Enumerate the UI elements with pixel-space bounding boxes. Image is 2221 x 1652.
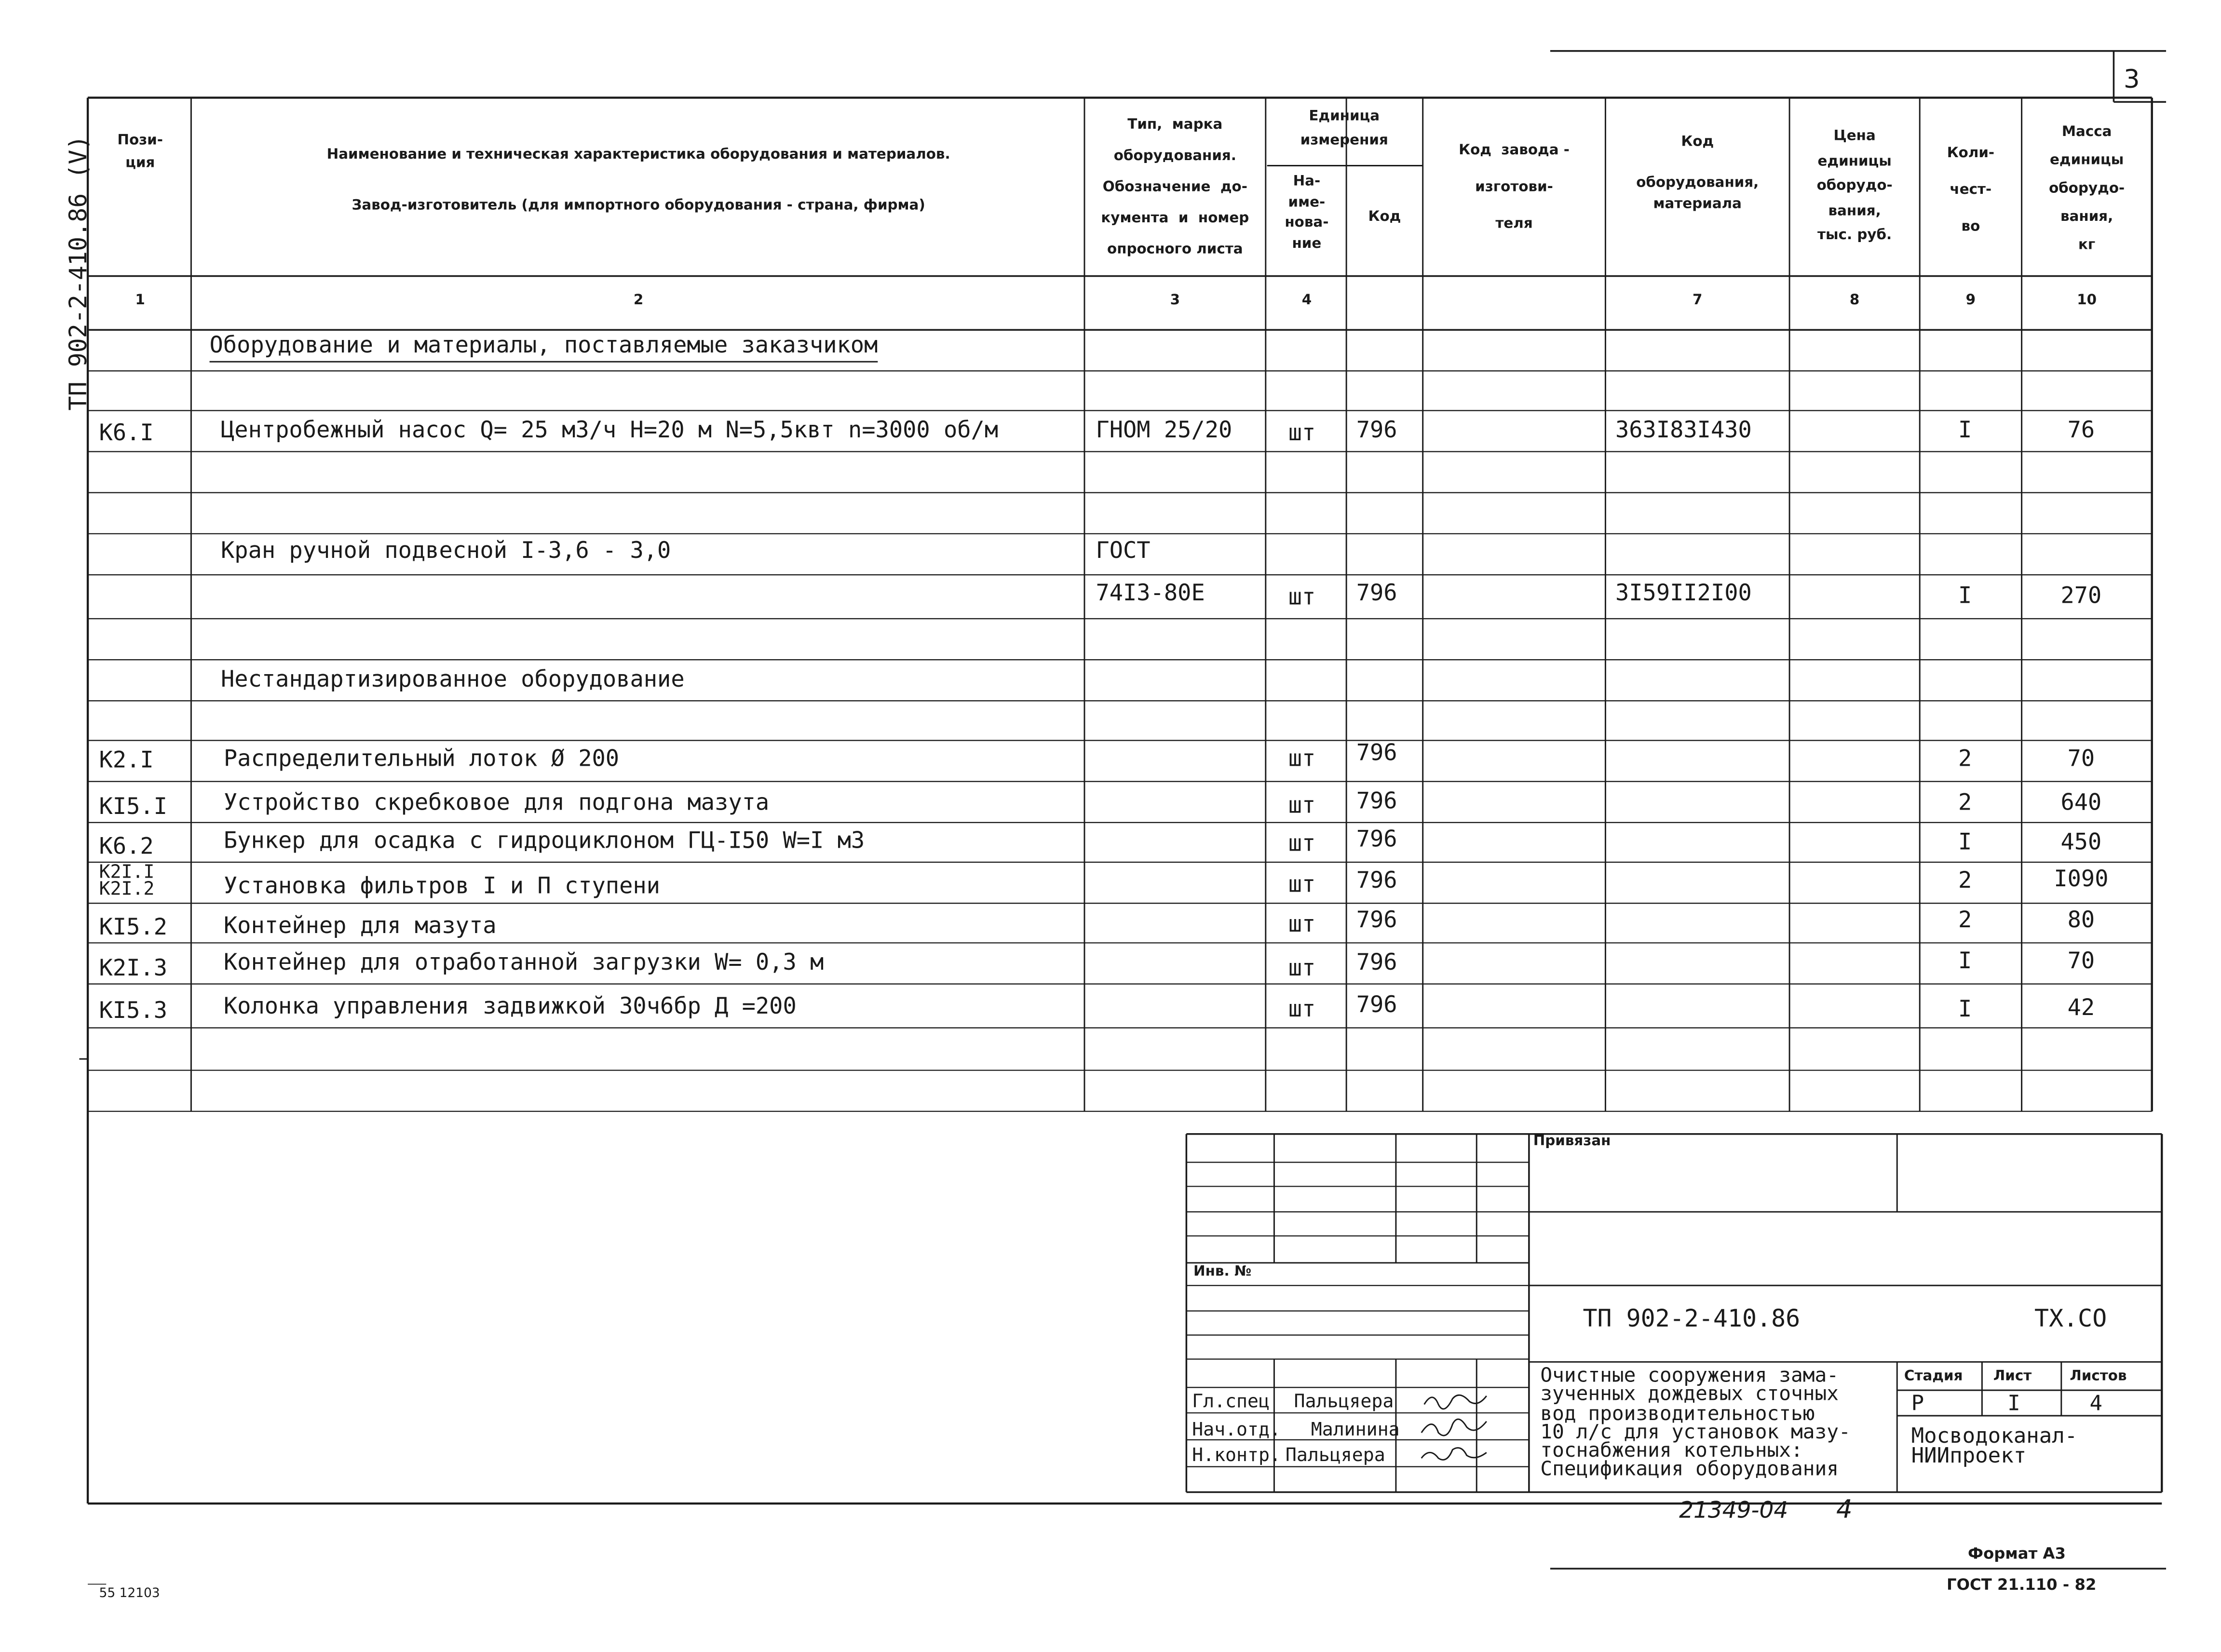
row-position: К6.2 (99, 832, 154, 860)
row-name: Колонка управления задвижкой 30ч6бр Д =200 (223, 992, 797, 1019)
inventory-number-label: Инв. № (1193, 1264, 1252, 1280)
header-name-line2: Завод-изготовитель (для импортного оборудования - страна, фирма) (352, 198, 925, 214)
format-label: Формат А3 (1968, 1544, 2066, 1563)
signer-role: Н.контр. (1192, 1445, 1281, 1467)
row-quantity: 2 (1958, 866, 1972, 894)
title-document-mark: ТХ.СО (2034, 1305, 2107, 1334)
column-number: 3 (1170, 293, 1180, 309)
signer-name: Пальцяера (1285, 1445, 1385, 1467)
stage-label: Стадия (1904, 1369, 1963, 1385)
sheet-value: I (2007, 1390, 2020, 1416)
row-position: К6.I (99, 419, 154, 446)
row-unit-code: 796 (1356, 948, 1397, 975)
row-unit-code: 796 (1356, 579, 1397, 606)
signature-3 (1422, 1448, 1487, 1460)
row-name: Контейнер для отработанной загрузки W= 0,3 м (223, 948, 824, 975)
row-quantity: I (1958, 582, 1972, 609)
row-mass: 270 (2060, 582, 2102, 609)
signer-name: Пальцяера (1294, 1392, 1394, 1413)
row-name: Контейнер для мазута (223, 911, 497, 939)
organization-name: Мосводоканал- НИИпроект (1911, 1422, 2078, 1469)
row-name: Установка фильтров I и П ступени (223, 872, 660, 899)
row-unit-code: 796 (1356, 991, 1397, 1018)
row-unit: шт (1288, 829, 1316, 857)
stage-value: Р (1911, 1390, 1924, 1416)
title-document-code: ТП 902-2-410.86 (1583, 1305, 1801, 1334)
header-quantity: Коли- чест- во (1947, 146, 1995, 235)
row-mass: 70 (2067, 745, 2095, 772)
row-mass: 80 (2067, 906, 2095, 933)
header-price: Цена единицы оборудо- вания, тыс. руб. (1816, 129, 1893, 244)
row-unit: шт (1288, 954, 1316, 981)
row-type: ГОСТ (1096, 536, 1151, 564)
sheet-number: 3 (2124, 65, 2140, 95)
signer-role: Гл.спец (1192, 1392, 1270, 1413)
row-equipment-code: 3I59II2I00 (1615, 579, 1752, 606)
row-unit: шт (1288, 995, 1316, 1022)
side-document-code: ТП 902-2-410.86 (V) (65, 135, 94, 411)
column-number: 9 (1965, 293, 1976, 309)
section-heading: Нестандартизированное оборудование (221, 665, 685, 692)
signature-2 (1422, 1419, 1487, 1435)
column-number: 7 (1693, 293, 1703, 309)
row-position: КI5.I (99, 793, 167, 820)
row-unit: шт (1288, 583, 1316, 610)
signature-marks (1413, 1384, 1498, 1469)
row-position: КI5.3 (99, 996, 167, 1024)
row-type: ГНОМ 25/20 (1096, 416, 1232, 443)
column-number: 8 (1849, 293, 1860, 309)
row-quantity: 2 (1958, 745, 1972, 772)
row-quantity: I (1958, 416, 1972, 443)
row-unit: шт (1288, 870, 1316, 898)
row-name: Кран ручной подвесной I-3,6 - 3,0 (221, 536, 671, 564)
archive-sheet: 4 (1836, 1495, 1853, 1525)
signer-role: Нач.отд. (1192, 1420, 1281, 1441)
archive-number: 21349-04 (1679, 1496, 1788, 1524)
row-name: Устройство скребковое для подгона мазута (223, 788, 770, 816)
sheet-label: Лист (1993, 1369, 2032, 1385)
header-type: Тип, марка оборудования. Обозначение до- кумента и номер опросного листа (1101, 117, 1249, 258)
row-unit-code: 796 (1356, 739, 1397, 766)
row-position: КI5.2 (99, 913, 167, 940)
row-quantity: 2 (1958, 906, 1972, 933)
row-unit-code: 796 (1356, 825, 1397, 853)
gost-label: ГОСТ 21.110 - 82 (1947, 1575, 2097, 1594)
row-type: 74I3-80Е (1096, 579, 1205, 606)
header-equipment-code: Код оборудования, материала (1636, 134, 1759, 212)
section-heading: Оборудование и материалы, поставляемые заказчиком (210, 334, 878, 363)
row-quantity: I (1958, 947, 1972, 974)
row-mass: 76 (2067, 416, 2095, 443)
row-quantity: 2 (1958, 788, 1972, 816)
header-unit-group: Единица измерения (1300, 109, 1388, 149)
row-name: Центробежный насос Q= 25 м3/ч H=20 м N=5,5квт n=3000 об/м (221, 416, 999, 443)
header-name-line1: Наименование и техническая характеристика оборудования и материалов. (326, 147, 950, 163)
column-number: 1 (135, 293, 145, 309)
signer-name: Малинина (1311, 1420, 1400, 1441)
sheets-label: Листов (2070, 1369, 2127, 1385)
row-name: Бункер для осадка с гидроциклоном ГЦ-I50 W=I м3 (223, 826, 865, 854)
header-maker-code: Код завода - изготови- теля (1459, 143, 1570, 232)
row-mass: 450 (2060, 828, 2102, 855)
row-equipment-code: 363I83I430 (1615, 416, 1752, 443)
row-position: К2I.3 (99, 954, 167, 981)
privyazan-label: Привязан (1533, 1134, 1611, 1150)
row-position: К2I.I К2I.2 (99, 862, 155, 900)
column-number: 4 (1301, 293, 1312, 309)
row-position: К2.I (99, 746, 154, 773)
row-unit-code: 796 (1356, 866, 1397, 894)
header-position: Пози- ция (117, 133, 163, 171)
header-mass: Масса единицы оборудо- вания, кг (2049, 124, 2125, 254)
header-unit-code: Код (1368, 209, 1401, 225)
row-quantity: I (1958, 828, 1972, 855)
row-unit: шт (1288, 910, 1316, 937)
sheets-value: 4 (2089, 1390, 2103, 1416)
row-unit: шт (1288, 419, 1316, 446)
row-unit: шт (1288, 791, 1316, 819)
header-unit-name: На- име- нова- ние (1285, 174, 1329, 252)
print-mark: 55 12103 (99, 1587, 160, 1601)
row-unit-code: 796 (1356, 416, 1397, 443)
row-name: Распределительный лоток Ø 200 (223, 745, 620, 772)
row-unit: шт (1288, 745, 1316, 772)
signature-1 (1424, 1395, 1487, 1409)
row-mass: 42 (2067, 994, 2095, 1021)
row-mass: 70 (2067, 947, 2095, 974)
column-number: 2 (633, 293, 644, 309)
column-number: 10 (2077, 293, 2097, 309)
row-unit-code: 796 (1356, 906, 1397, 933)
row-mass: 640 (2060, 788, 2102, 816)
row-unit-code: 796 (1356, 787, 1397, 814)
row-mass: I090 (2054, 865, 2109, 892)
row-quantity: I (1958, 995, 1972, 1022)
title-description: Очистные сооружения зама- зученных дождевых сточных вод производительностью 10 л/с для установок мазу- тоснабжения котельных: Спецификация оборудования (1540, 1365, 1851, 1482)
